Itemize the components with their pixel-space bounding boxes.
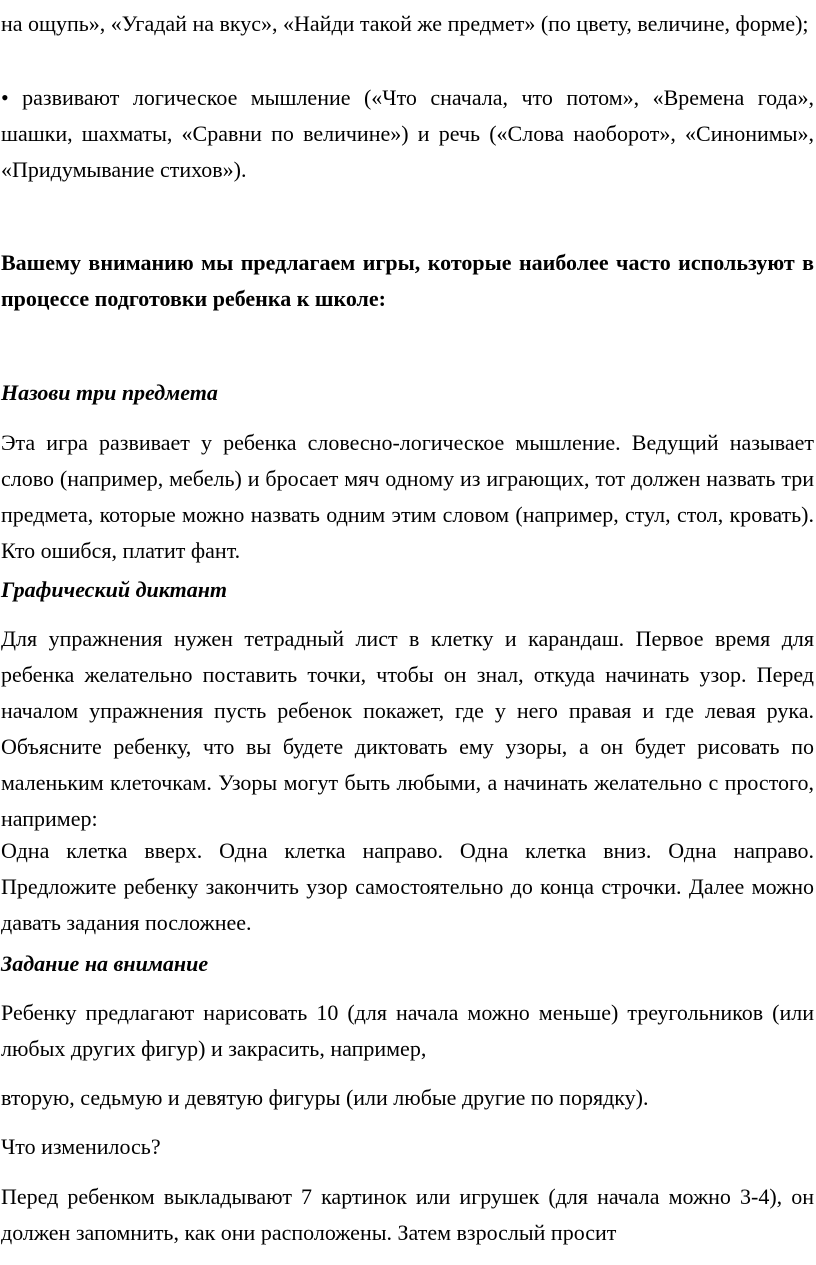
paragraph-pattern-example: Одна клетка вверх. Одна клетка направо. Одна клетка вниз. Одна направо. Предложите ребенку закончить узор самостоятельно до конца строчки. Далее можно давать задания посложнее. [1,838,814,935]
paragraph-attention-task: Ребенку предлагают нарисовать 10 (для начала можно меньше) треугольников (или любых других фигур) и закрасить, например, [1,1000,814,1061]
heading-graphic-dictation: Графический диктант [1,577,228,602]
heading-attention-task: Задание на внимание [1,951,209,976]
paragraph-what-changed: Что изменилось? [1,1134,161,1159]
heading-name-three-objects: Назови три предмета [1,380,218,405]
paragraph-logic-and-speech: • развивают логическое мышление («Что сначала, что потом», «Времена года», шашки, шахматы, «Сравни по величине») и речь («Слова наоборот», «Синонимы», «Придумывание стихов»). [1,85,814,182]
paragraph-intro-games: Вашему вниманию мы предлагаем игры, которые наиболее часто используют в процессе подготовки ребенка к школе: [1,250,814,311]
paragraph-graphic-dictation: Для упражнения нужен тетрадный лист в клетку и карандаш. Первое время для ребенка желательно поставить точки, чтобы он знал, откуда начинать узор. Перед началом упражнения пусть ребенок покажет, где у него правая и где левая рука. Объясните ребенку, что вы будете диктовать ему узоры, а он будет рисовать по маленьким клеточкам. Узоры могут быть любыми, а начинать желательно с простого, например: [1,626,814,831]
paragraph-name-three-objects: Эта игра развивает у ребенка словесно-логическое мышление. Ведущий называет слово (например, мебель) и бросает мяч одному из играющих, тот должен назвать три предмета, которые можно назвать одним этим словом (например, стул, стол, кровать). Кто ошибся, платит фант. [1,430,814,563]
paragraph-sensory-games: на ощупь», «Угадай на вкус», «Найди такой же предмет» (по цвету, величине, форме); [1,11,809,36]
paragraph-seven-pictures: Перед ребенком выкладывают 7 картинок или игрушек (для начала можно 3-4), он должен запомнить, как они расположены. Затем взрослый просит [1,1184,814,1245]
paragraph-figures-to-color: вторую, седьмую и девятую фигуры (или любые другие по порядку). [1,1085,649,1110]
